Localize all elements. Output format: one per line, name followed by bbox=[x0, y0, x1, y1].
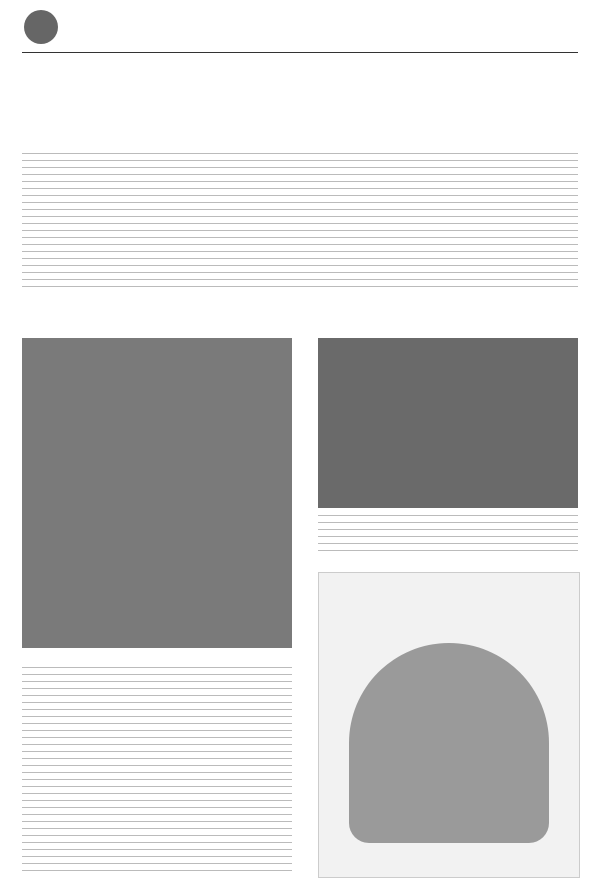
page-number bbox=[24, 10, 58, 44]
left-photo bbox=[22, 338, 292, 648]
right-photo bbox=[318, 338, 578, 508]
mother-child-figure bbox=[349, 643, 549, 843]
header-rule bbox=[22, 52, 578, 53]
masthead bbox=[0, 0, 600, 50]
lead-article-text bbox=[22, 150, 578, 290]
left-article-text bbox=[22, 664, 292, 876]
right-photo-caption bbox=[318, 512, 578, 552]
charity-ad bbox=[318, 572, 580, 878]
